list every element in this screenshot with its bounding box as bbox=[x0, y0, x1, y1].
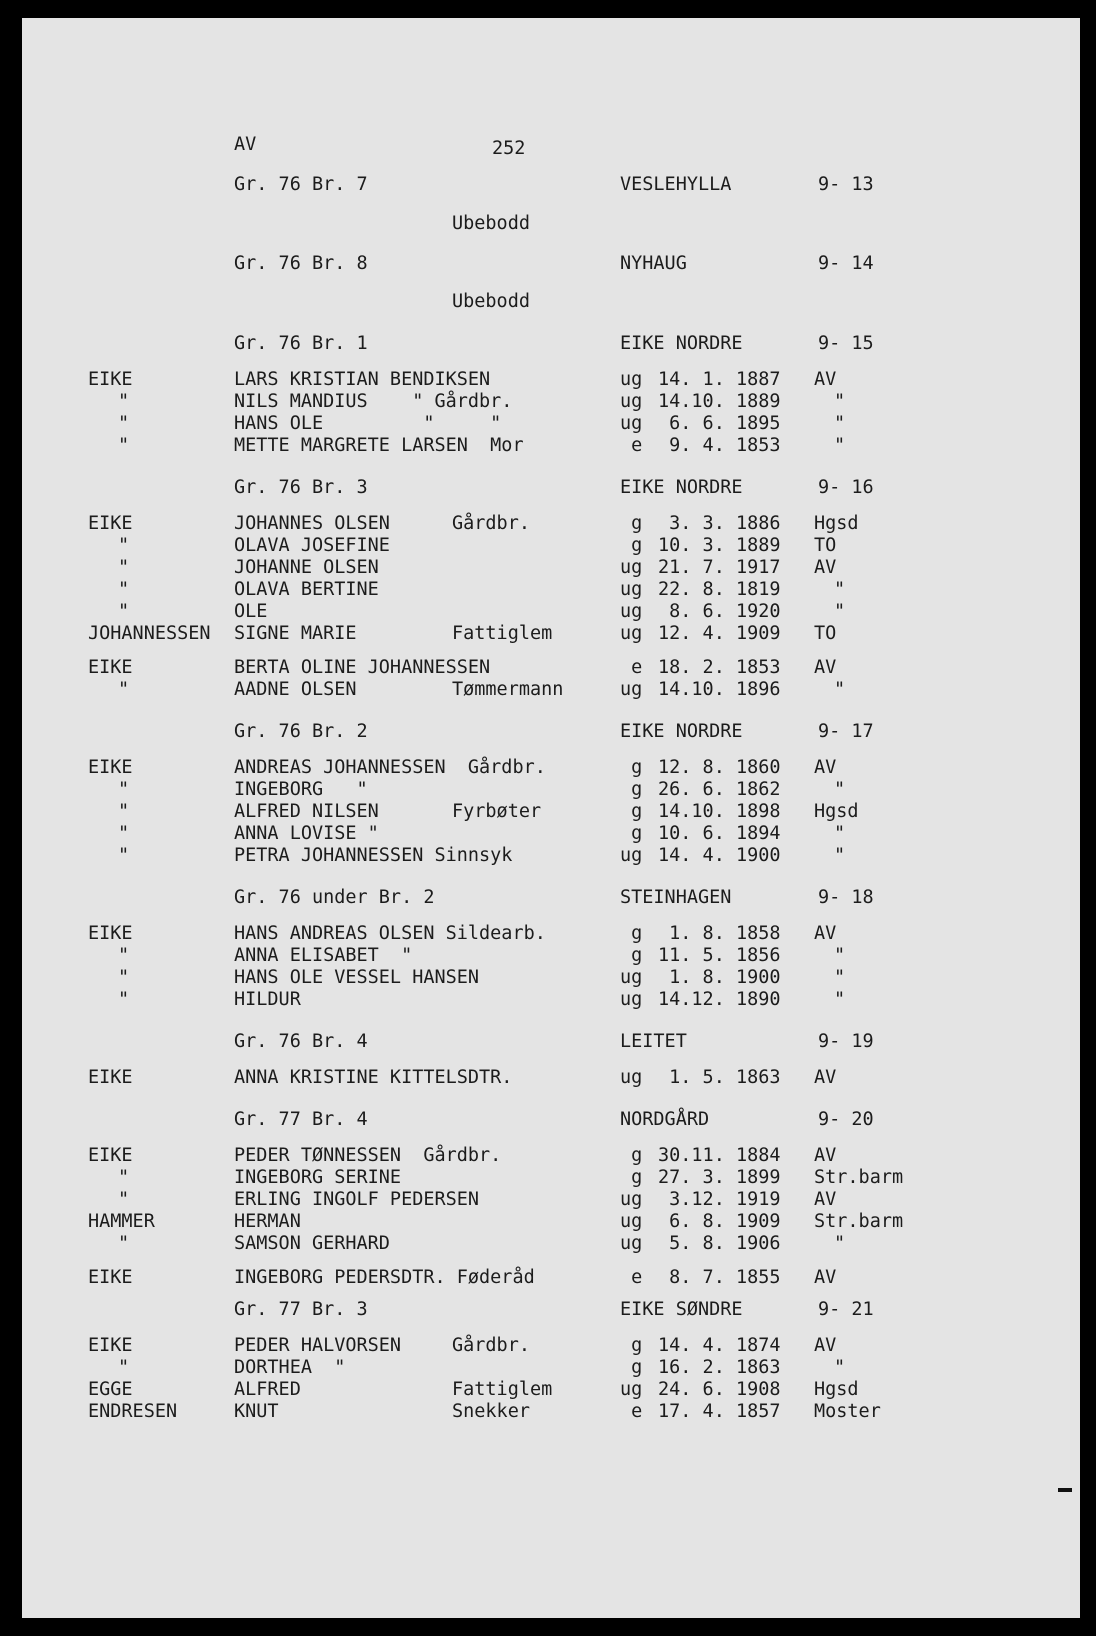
row-status: ug bbox=[620, 967, 643, 988]
row-status: ug bbox=[620, 623, 643, 644]
row-name: PEDER TØNNESSEN Gårdbr. bbox=[234, 1145, 502, 1166]
row-name: NILS MANDIUS " Gårdbr. bbox=[234, 391, 513, 412]
row-surname: " bbox=[118, 967, 130, 988]
row-date: 8. 7. 1855 bbox=[658, 1267, 781, 1288]
row-status: ug bbox=[620, 413, 643, 434]
row-status: e bbox=[620, 1401, 643, 1422]
row-status: ug bbox=[620, 557, 643, 578]
row-date: 3.12. 1919 bbox=[658, 1189, 781, 1210]
row-date: 9. 4. 1853 bbox=[658, 435, 781, 456]
row-name: HANS OLE VESSEL HANSEN bbox=[234, 967, 480, 988]
row-status: g bbox=[620, 945, 643, 966]
row-date: 21. 7. 1917 bbox=[658, 557, 781, 578]
row-name: BERTA OLINE JOHANNESSEN bbox=[234, 657, 491, 678]
row-code: AV bbox=[814, 923, 837, 944]
row-status: ug bbox=[620, 601, 643, 622]
row-surname: " bbox=[118, 391, 130, 412]
row-status: e bbox=[620, 1267, 643, 1288]
row-name: SAMSON GERHARD bbox=[234, 1233, 390, 1254]
row-surname: " bbox=[118, 535, 130, 556]
row-status: ug bbox=[620, 1379, 643, 1400]
row-code: " bbox=[834, 601, 846, 622]
row-status: g bbox=[620, 535, 643, 556]
row-name: ANDREAS JOHANNESSEN Gårdbr. bbox=[234, 757, 546, 778]
row-surname: EIKE bbox=[88, 1335, 133, 1356]
section-place: LEITET bbox=[620, 1031, 687, 1052]
row-date: 14. 4. 1874 bbox=[658, 1335, 781, 1356]
row-surname: " bbox=[118, 801, 130, 822]
row-role: Tømmermann bbox=[452, 679, 564, 700]
section-grbr: Gr. 76 Br. 7 bbox=[234, 174, 368, 195]
row-name: ERLING INGOLF PEDERSEN bbox=[234, 1189, 480, 1210]
row-role: Gårdbr. bbox=[452, 1335, 530, 1356]
row-name: PEDER HALVORSEN bbox=[234, 1335, 402, 1356]
row-date: 12. 8. 1860 bbox=[658, 757, 781, 778]
row-status: ug bbox=[620, 1211, 643, 1232]
row-date: 24. 6. 1908 bbox=[658, 1379, 781, 1400]
row-date: 17. 4. 1857 bbox=[658, 1401, 781, 1422]
row-code: " bbox=[834, 845, 846, 866]
row-name: METTE MARGRETE LARSEN Mor bbox=[234, 435, 524, 456]
row-status: ug bbox=[620, 679, 643, 700]
section-code: 9- 18 bbox=[818, 887, 874, 908]
row-code: " bbox=[834, 435, 846, 456]
row-status: ug bbox=[620, 1233, 643, 1254]
row-date: 8. 6. 1920 bbox=[658, 601, 781, 622]
row-name: DORTHEA " bbox=[234, 1357, 346, 1378]
section-place: NORDGÅRD bbox=[620, 1109, 710, 1130]
section-code: 9- 15 bbox=[818, 333, 874, 354]
row-date: 14.10. 1889 bbox=[658, 391, 781, 412]
section-place: EIKE NORDRE bbox=[620, 333, 743, 354]
row-role: Snekker bbox=[452, 1401, 530, 1422]
row-code: AV bbox=[814, 1267, 837, 1288]
row-date: 6. 8. 1909 bbox=[658, 1211, 781, 1232]
row-code: " bbox=[834, 779, 846, 800]
row-surname: EIKE bbox=[88, 369, 133, 390]
row-date: 10. 3. 1889 bbox=[658, 535, 781, 556]
section-grbr: Gr. 77 Br. 4 bbox=[234, 1109, 368, 1130]
row-name: ANNA ELISABET " bbox=[234, 945, 413, 966]
row-code: Hgsd bbox=[814, 513, 859, 534]
section-note: Ubebodd bbox=[452, 213, 530, 234]
row-surname: " bbox=[118, 557, 130, 578]
row-code: " bbox=[834, 989, 846, 1010]
row-code: " bbox=[834, 945, 846, 966]
header-left: AV bbox=[234, 134, 257, 155]
row-surname: " bbox=[118, 679, 130, 700]
row-role: Fattiglem bbox=[452, 623, 553, 644]
row-date: 30.11. 1884 bbox=[658, 1145, 781, 1166]
section-code: 9- 20 bbox=[818, 1109, 874, 1130]
section-grbr: Gr. 76 Br. 8 bbox=[234, 253, 368, 274]
row-status: g bbox=[620, 1167, 643, 1188]
row-surname: " bbox=[118, 435, 130, 456]
row-date: 14.10. 1896 bbox=[658, 679, 781, 700]
section-grbr: Gr. 76 under Br. 2 bbox=[234, 887, 435, 908]
row-status: ug bbox=[620, 1067, 643, 1088]
page-number: 252 bbox=[492, 138, 526, 159]
row-status: g bbox=[620, 513, 643, 534]
row-code: Moster bbox=[814, 1401, 881, 1422]
row-code: " bbox=[834, 679, 846, 700]
section-code: 9- 14 bbox=[818, 253, 874, 274]
section-place: EIKE NORDRE bbox=[620, 477, 743, 498]
row-name: AADNE OLSEN bbox=[234, 679, 357, 700]
row-name: LARS KRISTIAN BENDIKSEN bbox=[234, 369, 491, 390]
section-code: 9- 16 bbox=[818, 477, 874, 498]
row-date: 14.12. 1890 bbox=[658, 989, 781, 1010]
row-code: AV bbox=[814, 1335, 837, 1356]
row-date: 3. 3. 1886 bbox=[658, 513, 781, 534]
row-name: JOHANNES OLSEN bbox=[234, 513, 390, 534]
row-surname: ENDRESEN bbox=[88, 1401, 178, 1422]
section-place: STEINHAGEN bbox=[620, 887, 732, 908]
row-code: " bbox=[834, 413, 846, 434]
row-status: g bbox=[620, 1145, 643, 1166]
section-grbr: Gr. 77 Br. 3 bbox=[234, 1299, 368, 1320]
row-code: AV bbox=[814, 757, 837, 778]
row-status: e bbox=[620, 657, 643, 678]
row-code: Str.barm bbox=[814, 1167, 904, 1188]
row-name: HANS ANDREAS OLSEN Sildearb. bbox=[234, 923, 546, 944]
section-place: EIKE NORDRE bbox=[620, 721, 743, 742]
row-status: ug bbox=[620, 845, 643, 866]
row-date: 10. 6. 1894 bbox=[658, 823, 781, 844]
row-code: AV bbox=[814, 1067, 837, 1088]
row-surname: " bbox=[118, 945, 130, 966]
section-code: 9- 21 bbox=[818, 1299, 874, 1320]
row-name: OLAVA BERTINE bbox=[234, 579, 379, 600]
row-code: " bbox=[834, 1233, 846, 1254]
section-code: 9- 17 bbox=[818, 721, 874, 742]
row-code: " bbox=[834, 967, 846, 988]
row-date: 26. 6. 1862 bbox=[658, 779, 781, 800]
row-status: ug bbox=[620, 579, 643, 600]
row-name: KNUT bbox=[234, 1401, 279, 1422]
row-status: g bbox=[620, 779, 643, 800]
row-code: " bbox=[834, 823, 846, 844]
row-surname: " bbox=[118, 1189, 130, 1210]
row-name: JOHANNE OLSEN bbox=[234, 557, 379, 578]
row-role: Fyrbøter bbox=[452, 801, 542, 822]
row-name: HILDUR bbox=[234, 989, 301, 1010]
row-name: ALFRED NILSEN bbox=[234, 801, 379, 822]
row-code: Hgsd bbox=[814, 801, 859, 822]
row-name: INGEBORG SERINE bbox=[234, 1167, 402, 1188]
row-date: 12. 4. 1909 bbox=[658, 623, 781, 644]
row-status: g bbox=[620, 1357, 643, 1378]
row-surname: " bbox=[118, 1357, 130, 1378]
section-code: 9- 19 bbox=[818, 1031, 874, 1052]
row-status: ug bbox=[620, 1189, 643, 1210]
row-surname: EIKE bbox=[88, 1267, 133, 1288]
row-surname: " bbox=[118, 601, 130, 622]
row-status: e bbox=[620, 435, 643, 456]
row-code: Hgsd bbox=[814, 1379, 859, 1400]
row-code: AV bbox=[814, 1145, 837, 1166]
row-surname: " bbox=[118, 779, 130, 800]
section-grbr: Gr. 76 Br. 4 bbox=[234, 1031, 368, 1052]
row-surname: " bbox=[118, 1233, 130, 1254]
row-date: 16. 2. 1863 bbox=[658, 1357, 781, 1378]
row-surname: " bbox=[118, 1167, 130, 1188]
row-code: AV bbox=[814, 657, 837, 678]
row-code: " bbox=[834, 391, 846, 412]
row-name: HERMAN bbox=[234, 1211, 301, 1232]
row-surname: EIKE bbox=[88, 513, 133, 534]
row-date: 6. 6. 1895 bbox=[658, 413, 781, 434]
row-date: 1. 5. 1863 bbox=[658, 1067, 781, 1088]
row-surname: " bbox=[118, 413, 130, 434]
row-name: OLE bbox=[234, 601, 268, 622]
section-note: Ubebodd bbox=[452, 291, 530, 312]
row-code: AV bbox=[814, 369, 837, 390]
section-place: EIKE SØNDRE bbox=[620, 1299, 743, 1320]
row-name: ANNA LOVISE " bbox=[234, 823, 379, 844]
document-page bbox=[22, 18, 1080, 1618]
section-grbr: Gr. 76 Br. 1 bbox=[234, 333, 368, 354]
row-date: 27. 3. 1899 bbox=[658, 1167, 781, 1188]
row-status: g bbox=[620, 823, 643, 844]
row-code: TO bbox=[814, 535, 837, 556]
section-grbr: Gr. 76 Br. 2 bbox=[234, 721, 368, 742]
row-role: Gårdbr. bbox=[452, 513, 530, 534]
row-date: 11. 5. 1856 bbox=[658, 945, 781, 966]
row-name: OLAVA JOSEFINE bbox=[234, 535, 390, 556]
row-status: ug bbox=[620, 989, 643, 1010]
row-name: INGEBORG PEDERSDTR. Føderåd bbox=[234, 1267, 535, 1288]
row-code: Str.barm bbox=[814, 1211, 904, 1232]
row-name: INGEBORG " bbox=[234, 779, 368, 800]
row-surname: " bbox=[118, 845, 130, 866]
row-status: ug bbox=[620, 369, 643, 390]
section-grbr: Gr. 76 Br. 3 bbox=[234, 477, 368, 498]
row-status: g bbox=[620, 757, 643, 778]
row-name: ANNA KRISTINE KITTELSDTR. bbox=[234, 1067, 513, 1088]
row-date: 22. 8. 1819 bbox=[658, 579, 781, 600]
row-code: TO bbox=[814, 623, 837, 644]
row-date: 14.10. 1898 bbox=[658, 801, 781, 822]
row-status: ug bbox=[620, 391, 643, 412]
row-surname: EIKE bbox=[88, 1145, 133, 1166]
row-status: g bbox=[620, 801, 643, 822]
section-place: VESLEHYLLA bbox=[620, 174, 732, 195]
row-surname: EIKE bbox=[88, 923, 133, 944]
row-surname: EIKE bbox=[88, 657, 133, 678]
section-code: 9- 13 bbox=[818, 174, 874, 195]
row-name: SIGNE MARIE bbox=[234, 623, 357, 644]
row-name: ALFRED bbox=[234, 1379, 301, 1400]
row-code: " bbox=[834, 579, 846, 600]
row-name: PETRA JOHANNESSEN Sinnsyk bbox=[234, 845, 513, 866]
row-code: AV bbox=[814, 557, 837, 578]
section-place: NYHAUG bbox=[620, 253, 687, 274]
row-surname: " bbox=[118, 579, 130, 600]
row-surname: EGGE bbox=[88, 1379, 133, 1400]
row-surname: JOHANNESSEN bbox=[88, 623, 211, 644]
row-status: g bbox=[620, 1335, 643, 1356]
scan-mark bbox=[1058, 1488, 1072, 1492]
row-name: HANS OLE " " bbox=[234, 413, 502, 434]
row-date: 14. 4. 1900 bbox=[658, 845, 781, 866]
row-surname: HAMMER bbox=[88, 1211, 155, 1232]
row-status: g bbox=[620, 923, 643, 944]
row-surname: EIKE bbox=[88, 1067, 133, 1088]
row-date: 5. 8. 1906 bbox=[658, 1233, 781, 1254]
row-date: 1. 8. 1858 bbox=[658, 923, 781, 944]
row-date: 1. 8. 1900 bbox=[658, 967, 781, 988]
row-code: AV bbox=[814, 1189, 837, 1210]
row-surname: " bbox=[118, 823, 130, 844]
row-date: 14. 1. 1887 bbox=[658, 369, 781, 390]
row-surname: EIKE bbox=[88, 757, 133, 778]
row-role: Fattiglem bbox=[452, 1379, 553, 1400]
row-surname: " bbox=[118, 989, 130, 1010]
row-date: 18. 2. 1853 bbox=[658, 657, 781, 678]
row-code: " bbox=[834, 1357, 846, 1378]
